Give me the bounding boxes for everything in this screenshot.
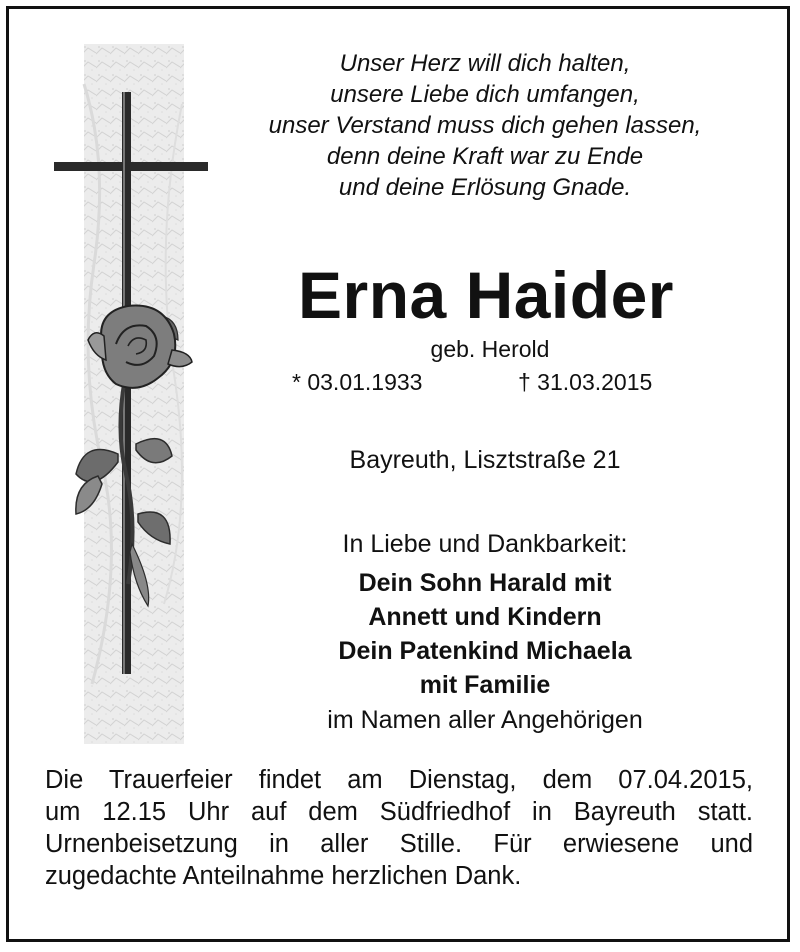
- mourners-list: [240, 566, 730, 702]
- poem: [230, 48, 740, 203]
- cross-with-rose-icon: [54, 44, 214, 744]
- mourner-line: mit Familie: [419, 671, 551, 699]
- poem-line: unsere Liebe dich umfangen,: [330, 81, 640, 108]
- poem-line: denn deine Kraft war zu Ende: [326, 143, 644, 170]
- ceremony-line: Urnenbeisetzung in aller Stille. Für erwiesene und: [45, 830, 753, 858]
- relatives-closing: im Namen aller Angehörigen: [327, 706, 643, 734]
- birth-name: geb. Herold: [430, 336, 550, 362]
- poem-line: unser Verstand muss dich gehen lassen,: [268, 112, 702, 139]
- ceremony-text: [45, 764, 753, 892]
- ceremony-line: um 12.15 Uhr auf dem Südfriedhof in Bayreuth statt.: [45, 798, 753, 826]
- address: Bayreuth, Lisztstraße 21: [349, 446, 621, 474]
- birth-date: * 03.01.1933: [292, 369, 423, 395]
- poem-line: Unser Herz will dich halten,: [339, 50, 631, 77]
- mourner-line: Annett und Kindern: [368, 603, 602, 631]
- ceremony-line: Die Trauerfeier findet am Dienstag, dem 07.04.2015,: [45, 766, 753, 794]
- mourner-line: Dein Patenkind Michaela: [338, 637, 632, 665]
- mourner-line: Dein Sohn Harald mit: [358, 569, 612, 597]
- thanks-intro: In Liebe und Dankbarkeit:: [342, 530, 628, 558]
- death-date: † 31.03.2015: [518, 369, 653, 395]
- deceased-name: Erna Haider: [298, 258, 674, 332]
- poem-line: und deine Erlösung Gnade.: [338, 174, 632, 201]
- ceremony-line: zugedachte Anteilnahme herzlichen Dank.: [45, 862, 522, 890]
